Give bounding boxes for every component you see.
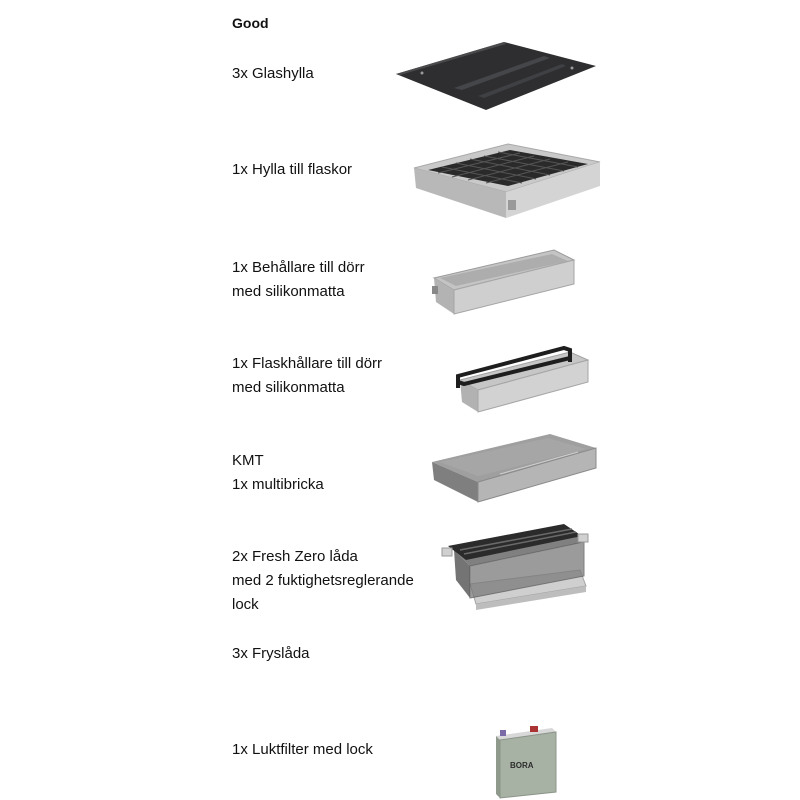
- item-label-line: med silikonmatta: [232, 379, 345, 396]
- item-label-line: 1x Flaskhållare till dörr: [232, 355, 383, 372]
- item-label-line: 1x Behållare till dörr: [232, 259, 365, 276]
- item-door-container: [232, 256, 365, 304]
- item-bottle-shelf: [232, 158, 352, 182]
- door-bottle-holder-icon: [452, 342, 594, 414]
- item-odour-filter: [232, 738, 373, 762]
- item-label-line: med silikonmatta: [232, 283, 345, 300]
- door-container-icon: [430, 246, 578, 318]
- filter-brand-logo: BORA: [510, 761, 534, 770]
- item-label-line: 1x multibricka: [232, 476, 324, 493]
- fresh-zero-drawer-icon: [440, 520, 590, 612]
- item-multi-tray: [232, 449, 324, 497]
- item-label-line: med 2 fuktighetsreglerande: [232, 572, 414, 589]
- item-fresh-zero-drawer: [232, 545, 414, 617]
- item-label-line: 2x Fresh Zero låda: [232, 548, 358, 565]
- item-label-line: 1x Luktfilter med lock: [232, 741, 373, 758]
- item-label-line: 3x Fryslåda: [232, 645, 310, 662]
- item-label-line: KMT: [232, 452, 264, 469]
- item-label-line: 3x Glashylla: [232, 65, 314, 82]
- item-freezer-drawer: [232, 642, 310, 666]
- item-door-bottle-holder: [232, 352, 382, 400]
- bottle-shelf-icon: [412, 140, 602, 220]
- item-label-line: 1x Hylla till flaskor: [232, 161, 353, 178]
- item-label-line: lock: [232, 596, 259, 613]
- multi-tray-icon: [430, 432, 600, 504]
- glass-shelf-icon: [394, 40, 598, 112]
- page-heading: Good: [232, 15, 269, 31]
- odour-filter-icon: [490, 722, 562, 800]
- item-glass-shelf: [232, 62, 314, 86]
